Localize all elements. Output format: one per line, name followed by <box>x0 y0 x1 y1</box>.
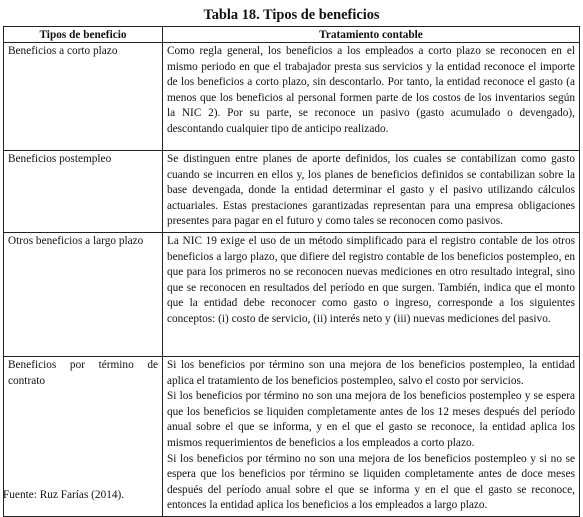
treatment-paragraph: Si los beneficios por término no son una mejora de los beneficios postempleo y si no se espera que los beneficios por término se liquiden completamente antes de doce meses después del período anual sobre el que se informa y en el que el gasto se reconoce, entonces la entidad aplica los beneficios a los empleados a largo plazo. <box>167 452 575 512</box>
source-note: Fuente: Ruz Farías (2014). <box>3 489 125 501</box>
benefit-type-cell: Beneficios por término de contrato <box>4 356 163 516</box>
benefit-type-cell: Otros beneficios a largo plazo <box>4 232 163 356</box>
table-row-post-employment <box>4 151 580 233</box>
table-row-long-term <box>4 232 580 356</box>
header-benefit-type: Tipos de beneficio <box>4 27 163 43</box>
benefit-type-cell: Beneficios postempleo <box>4 151 163 233</box>
benefit-type-cell: Beneficios a corto plazo <box>4 43 163 151</box>
table-row-short-term <box>4 43 580 151</box>
treatment-cell <box>163 151 580 233</box>
treatment-paragraph: Como regla general, los beneficios a los empleados a corto plazo se reconocen en el mismo periodo en que el trabajador presta sus servicios y la entidad reconoce el importe de los beneficios a corto plazo, sin descontarlo. Por tanto, la entidad reconoce el gasto (a menos que los beneficios al personal formen parte de los costos de los inventarios según la NIC 2). Por su parte, se reconoce un pasivo (gasto acumulado o devengado), descontando cualquier tipo de anticipo realizado. <box>167 45 575 135</box>
header-accounting-treatment: Tratamiento contable <box>163 27 580 43</box>
treatment-paragraph: Se distinguen entre planes de aporte definidos, los cuales se contabilizan como gasto cuando se incurren en ellos y, los planes de beneficios definidos se contabilizan sobre la base devengada, donde la entidad determinar el gasto y el pasivo utilizando cálculos actuariales. Estas prestaciones garantizadas representan para una empresa obligaciones presentes para pagar en el futuro y como tales se reconocen como pasivos. <box>167 153 575 228</box>
treatment-cell <box>163 356 580 516</box>
treatment-paragraph: La NIC 19 exige el uso de un método simplificado para el registro contable de los otros beneficios a largo plazo, que difiere del registro contable de los beneficios postempleo, en que para los primeros no se reconocen nuevas mediciones en otro resultado integral, sino que se reconocen en resultados del período en que surgen. También, indica que el monto que la entidad debe reconocer como gasto o ingreso, corresponde a los siguientes conceptos: (i) costo de servicio, (ii) interés neto y (iii) nuevas mediciones del pasivo. <box>167 234 575 325</box>
treatment-paragraph: Si los beneficios por término no son una mejora de los beneficios postempleo y se espera que los beneficios se liquiden completamente antes de los 12 meses después del período anual sobre el que se informa, y en el que el gasto se reconoce, la entidad aplica los mismos requerimientos de beneficios a los empleados a corto plazo. <box>167 390 575 449</box>
treatment-paragraph: Si los beneficios por término son una mejora de los beneficios postempleo, la entidad aplica el tratamiento de los beneficios postempleo, salvo el costo por servicios. <box>167 358 575 387</box>
table-header-row <box>4 27 580 43</box>
benefits-table <box>3 26 580 517</box>
treatment-cell <box>163 232 580 356</box>
table-title: Tabla 18. Tipos de beneficios <box>203 7 380 23</box>
treatment-cell <box>163 43 580 151</box>
